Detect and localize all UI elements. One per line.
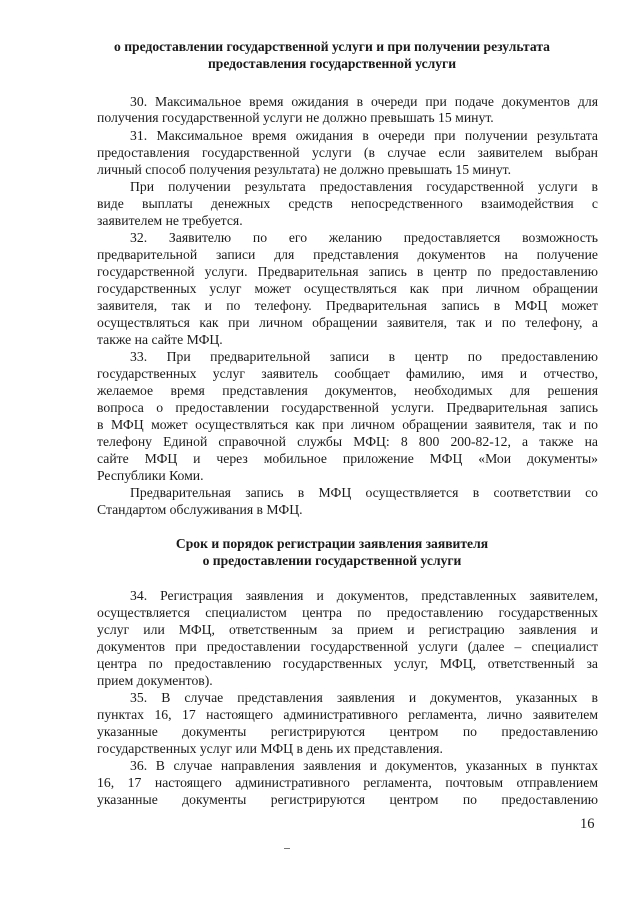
text-line: Стандартом обслуживания в МФЦ. [97,502,303,517]
text-line: государственных услуг заявитель сообщает фамилию, имя и отчество, [97,366,598,381]
text-line: 36. В случае направления заявления и документов, указанных в пунктах [130,758,598,773]
text-line: 31. Максимальное время ожидания в очереди при получении результата [130,128,598,143]
text-line: вопроса о предоставлении государственной услуги. Предварительная запись [97,400,598,415]
text-line: Предварительная запись в МФЦ осуществляется в соответствии со [130,485,598,500]
page-number: 16 [580,816,595,832]
text-line: государственной услуги. Предварительная запись в центр по предоставлению [97,264,598,279]
text-line: центра по предоставлению государственных услуг, МФЦ, ответственный за [97,656,598,671]
text-line: получения государственной услуги не должно превышать 15 минут. [97,110,494,125]
text-line: также на сайте МФЦ. [97,332,223,347]
text-line: государственных услуг может осуществляться как при личном обращении [97,281,598,296]
text-line: указанные документы регистрируются центром по предоставлению [97,724,598,739]
text-line: прием документов). [97,673,213,688]
heading-line: о предоставлении государственной услуги [202,553,462,568]
text-line: услуг или МФЦ, ответственным за прием и регистрацию заявления и [97,622,598,637]
text-line: осуществляется специалистом центра по предоставлению государственных [97,605,598,620]
text-line: телефону Единой справочной службы МФЦ: 8 800 200-82-12, а также на [97,434,598,449]
text-line: пунктах 16, 17 настоящего административного регламента, лично заявителем [97,707,598,722]
text-line: 16, 17 настоящего административного регламента, почтовым отправлением [97,775,598,790]
text-line: заявителя, так и по телефону. Предварительная запись в МФЦ может [97,298,598,313]
text-line: личный способ получения результата) не должно превышать 15 минут. [97,162,512,177]
text-line: Республики Коми. [97,468,204,483]
text-line: 30. Максимальное время ожидания в очереди при подаче документов для [130,94,598,109]
text-line: указанные документы регистрируются центром по предоставлению [97,792,598,807]
text-line: сайте МФЦ и через мобильное приложение МФЦ «Мои документы» [97,451,598,466]
text-line: предварительной записи для представления документов на получение [97,247,598,262]
section-heading-1 [96,38,568,72]
heading-line: предоставления государственной услуги [207,56,457,71]
text-line: заявителем не требуется. [97,213,243,228]
text-line: 33. При предварительной записи в центр по предоставлению [130,349,598,364]
text-line: 34. Регистрация заявления и документов, представленных заявителем, [130,588,598,603]
heading-line: о предоставлении государственной услуги и при получении результата [114,39,550,54]
section-heading-2 [96,535,568,569]
text-line: государственных услуг или МФЦ в день их представления. [97,741,443,756]
text-line: При получении результата предоставления государственной услуги в [130,179,598,194]
text-line: виде выплаты денежных средств непосредственного взаимодействия с [97,196,598,211]
text-line: 35. В случае представления заявления и документов, указанных в [130,690,598,705]
text-line: осуществляться как при личном обращении заявителя, так и по телефону, а [97,315,598,330]
text-line: 32. Заявителю по его желанию предоставляется возможность [130,230,598,245]
text-line: документов при предоставлении государственной услуги (далее – специалист [97,639,598,654]
text-line: желаемое время представления документов, необходимых для решения [97,383,598,398]
text-line: в МФЦ может осуществляться как при личном обращении заявителя, так и по [97,417,598,432]
text-line: предоставления государственной услуги (в случае если заявителем выбран [97,145,598,160]
heading-line: Срок и порядок регистрации заявления заявителя [175,536,489,551]
scan-mark [284,848,290,849]
